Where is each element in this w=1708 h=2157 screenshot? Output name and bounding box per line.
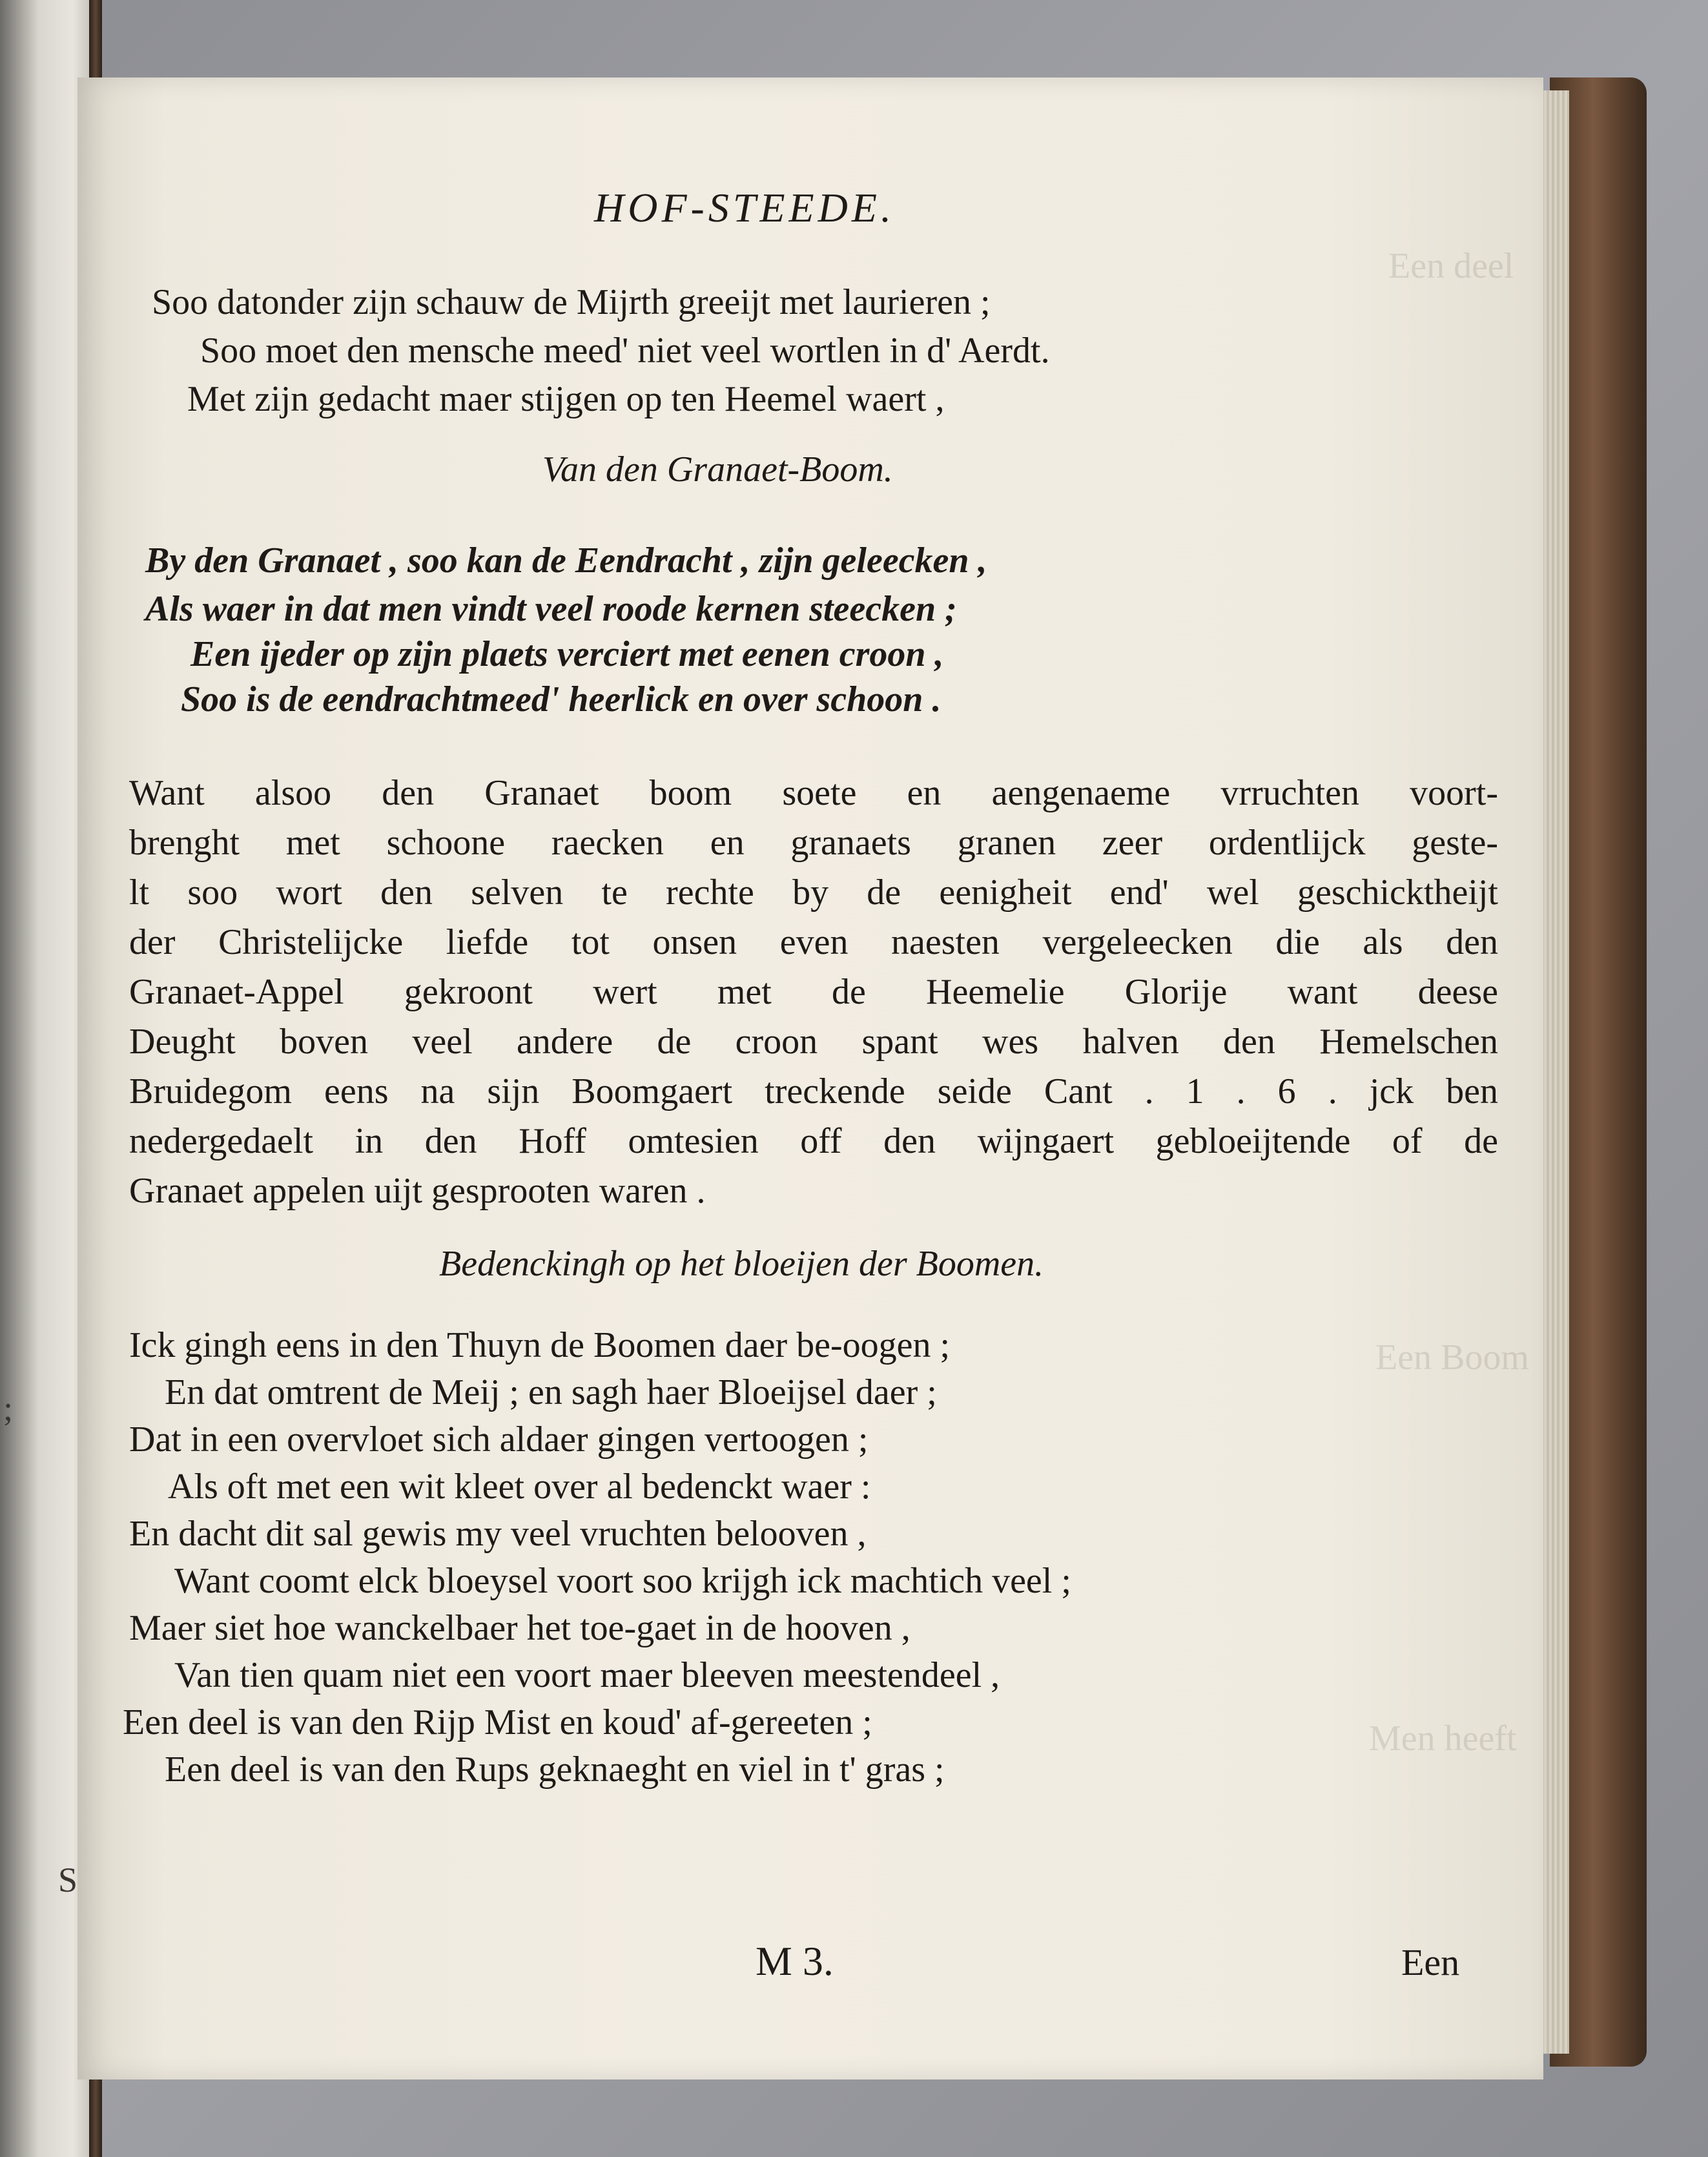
verse-line: Soo moet den mensche meed' niet veel wortlen in d' Aerdt. (200, 331, 1050, 371)
verse-line: Want coomt elck bloeysel voort soo krijgh ick machtich veel ; (174, 1561, 1071, 1601)
verse-line: Ick gingh eens in den Thuyn de Boomen daer be-oogen ; (129, 1325, 951, 1365)
prose-line: Granaet-Appel gekroont wert met de Heemelie Glorije want deese (129, 972, 1498, 1012)
section-title: Van den Granaet-Boom. (542, 449, 893, 490)
prose-line: Bruidegom eens na sijn Boomgaert treckende seide Cant . 1 . 6 . jck ben (129, 1071, 1498, 1111)
verse-line: Soo is de eendrachtmeed' heerlick en over schoon . (181, 679, 941, 719)
running-header: HOF-STEEDE. (594, 185, 895, 231)
verse-line: En dacht dit sal gewis my veel vruchten belooven , (129, 1514, 867, 1554)
verse-line: Als oft met een wit kleet over al bedenckt waer : (168, 1467, 871, 1507)
prose-line: Granaet appelen uijt gesprooten waren . (129, 1171, 706, 1211)
book-page: Een deel Een Boom Men heeft HOF-STEEDE. Soo datonder zijn schauw de Mijrth greeijt met laurieren ; Soo moet den mensche meed' niet veel wortlen in d' Aerdt. Met zijn gedacht maer stijgen op ten Heemel waert , Van den Granaet-Boom. By den Granaet , soo kan de Eendracht , zijn geleecken , Als waer in dat men vindt veel roode kernen steecken ; Een ijeder op zijn plaets verciert met eenen croon , Soo is de eendrachtmeed' heerlick en over schoon . Want alsoo den Granaet boom soete en aengenaeme vrruchten voort- brenght met schoone raecken en granaets granen zeer ordentlijck geste- lt soo wort den selven te rechte by de eenigheit end' wel geschicktheijt der Christelijcke liefde tot onsen even naesten vergeleecken die als den Granaet-Appel gekroont wert met de Heemelie Glorije want deese Deught boven veel andere de croon spant wes halven den Hemelschen Bruidegom eens na sijn Boomgaert treckende seide Cant . 1 . 6 . jck ben nedergedaelt in den Hoff omtesien off den wijngaert gebloeijtende of de Granaet appelen uijt gesprooten waren . Bedenckingh op het bloeijen der Boomen. Ick gingh eens in den Thuyn de Boomen daer be-oogen ; En dat omtrent de Meij ; en sagh haer Bloeijsel daer ; Dat in een overvloet sich aldaer gingen vertoogen ; Als oft met een wit kleet over al bedenckt waer : En dacht dit sal gewis my veel vruchten belooven , Want coomt elck bloeysel voort soo krijgh ick machtich veel ; Maer siet hoe wanckelbaer het toe-gaet in de hooven , Van tien quam niet een voort maer bleeven meestendeel , Een deel is van den Rijp Mist en koud' af-gereeten ; Een deel is van den Rups geknaeght en viel in t' gras ; M 3. Een (77, 77, 1543, 2080)
verse-line: Met zijn gedacht maer stijgen op ten Heemel waert , (187, 379, 945, 419)
verse-line: Als waer in dat men vindt veel roode kernen steecken ; (145, 589, 957, 629)
verse-line: Een ijeder op zijn plaets verciert met eenen croon , (190, 634, 944, 674)
prose-line: brenght met schoone raecken en granaets granen zeer ordentlijck geste- (129, 823, 1498, 863)
prose-line: Deught boven veel andere de croon spant wes halven den Hemelschen (129, 1022, 1498, 1062)
left-margin-mark: ; (3, 1389, 14, 1428)
prose-line: lt soo wort den selven te rechte by de eenigheit end' wel geschicktheijt (129, 872, 1498, 913)
verse-line: En dat omtrent de Meij ; en sagh haer Bloeijsel daer ; (165, 1372, 937, 1412)
prose-paragraph (129, 769, 1498, 1216)
verse-line: Dat in een overvloet sich aldaer gingen vertoogen ; (129, 1419, 869, 1460)
catchword: Een (1401, 1941, 1460, 1983)
verse-line: By den Granaet , soo kan de Eendracht , zijn geleecken , (145, 541, 987, 581)
verse-line: Maer siet hoe wanckelbaer het toe-gaet in de hooven , (129, 1608, 911, 1648)
prose-line: der Christelijcke liefde tot onsen even naesten vergeleecken die als den (129, 922, 1498, 962)
verse-line: Een deel is van den Rijp Mist en koud' af-gereeten ; (123, 1702, 872, 1742)
signature-mark: M 3. (756, 1938, 834, 1984)
section-title: Bedenckingh op het bloeijen der Boomen. (439, 1244, 1044, 1284)
prose-line: nedergedaelt in den Hoff omtesien off den wijngaert gebloeijtende of de (129, 1121, 1498, 1161)
prose-line: Want alsoo den Granaet boom soete en aengenaeme vrruchten voort- (129, 773, 1498, 813)
verse-line: Van tien quam niet een voort maer bleeven meestendeel , (174, 1655, 1000, 1695)
left-margin-mark: S (58, 1861, 78, 1899)
verse-line: Een deel is van den Rups geknaeght en viel in t' gras ; (165, 1749, 945, 1790)
verse-line: Soo datonder zijn schauw de Mijrth greeijt met laurieren ; (152, 282, 991, 322)
